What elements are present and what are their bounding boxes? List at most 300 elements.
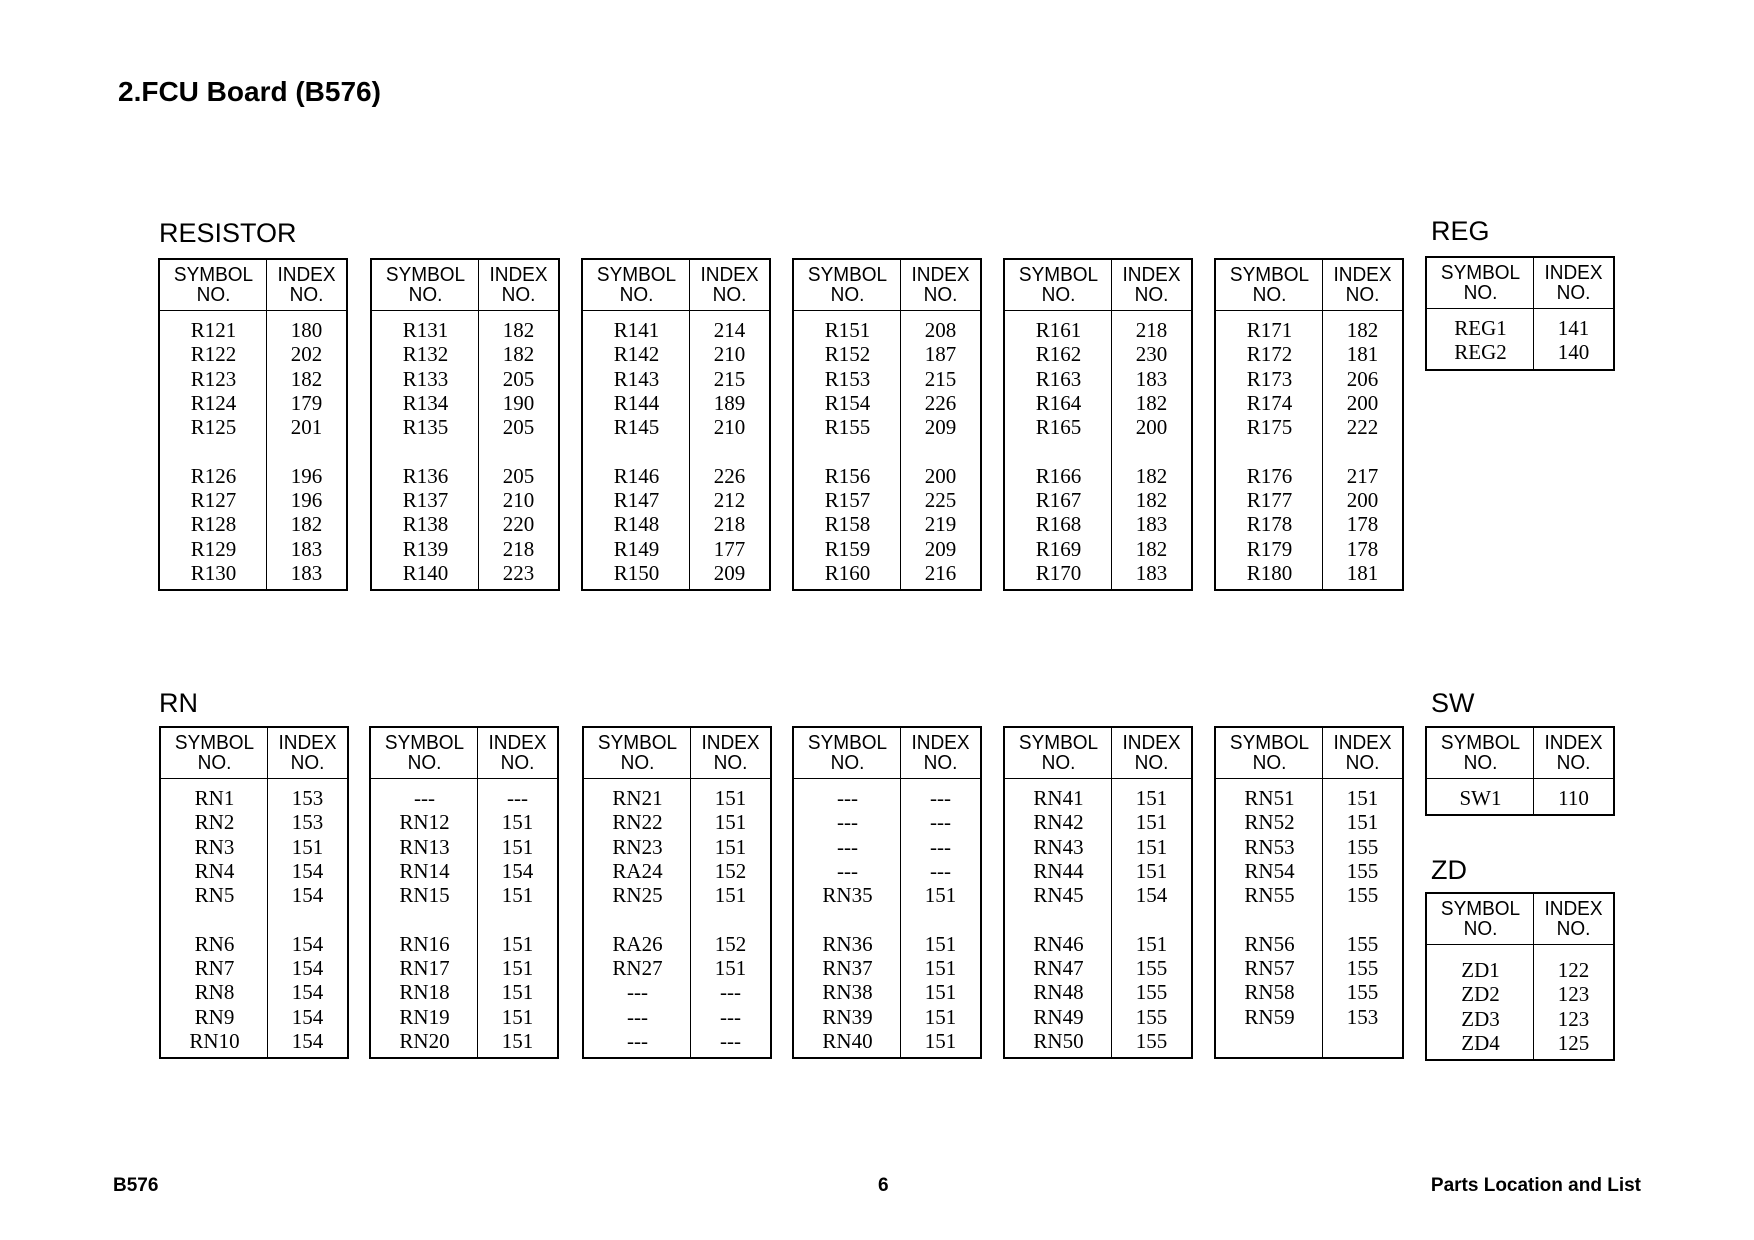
parts-table-rn-5 bbox=[1003, 726, 1193, 1059]
index-cell: 205 bbox=[502, 463, 535, 488]
symbol-no-header-line1: SYMBOL bbox=[384, 732, 465, 754]
index-cell: 151 bbox=[1135, 810, 1168, 835]
index-cell: 209 bbox=[924, 536, 957, 561]
symbol-cell: RN18 bbox=[399, 980, 450, 1005]
index-cell: 155 bbox=[1135, 956, 1168, 981]
index-column bbox=[691, 779, 770, 1057]
index-cell: 200 bbox=[924, 463, 957, 488]
index-cell: 155 bbox=[1346, 883, 1379, 908]
symbol-no-header bbox=[1430, 728, 1532, 778]
symbol-cell: RN53 bbox=[1244, 834, 1295, 859]
index-cell: 151 bbox=[501, 931, 534, 956]
index-cell: 155 bbox=[1346, 931, 1379, 956]
symbol-cell: RN17 bbox=[399, 956, 450, 981]
symbol-no-header-line2: NO. bbox=[1463, 918, 1498, 940]
index-cell: 210 bbox=[502, 488, 535, 513]
index-cell: 153 bbox=[291, 786, 324, 810]
index-cell: --- bbox=[930, 858, 951, 883]
symbol-cell: R133 bbox=[402, 366, 449, 391]
table-header bbox=[1427, 894, 1613, 945]
parts-table-resistor-4 bbox=[792, 258, 982, 591]
index-no-header-line2: NO. bbox=[501, 284, 536, 306]
table-body bbox=[1005, 311, 1191, 589]
index-cell: 155 bbox=[1346, 858, 1379, 883]
index-no-header-line2: NO. bbox=[1556, 282, 1591, 304]
index-cell: 215 bbox=[924, 366, 957, 391]
symbol-cell: --- bbox=[627, 1004, 648, 1029]
index-cell: 217 bbox=[1346, 463, 1379, 488]
index-no-header-line1: INDEX bbox=[1333, 264, 1392, 286]
index-no-header-line1: INDEX bbox=[1333, 732, 1392, 754]
symbol-cell: ZD4 bbox=[1461, 1030, 1500, 1055]
symbol-cell: R130 bbox=[190, 560, 237, 585]
symbol-column bbox=[1427, 309, 1534, 369]
symbol-cell: RN41 bbox=[1033, 786, 1084, 810]
symbol-no-header-line2: NO. bbox=[830, 284, 865, 306]
symbol-no-header bbox=[587, 728, 689, 778]
index-cell: 154 bbox=[501, 858, 534, 883]
symbol-column bbox=[161, 779, 268, 1057]
index-cell: 208 bbox=[924, 318, 957, 342]
symbol-column bbox=[1427, 779, 1534, 814]
index-cell: 223 bbox=[502, 560, 535, 585]
index-cell: 205 bbox=[502, 366, 535, 391]
index-cell: --- bbox=[720, 1028, 741, 1053]
index-no-header-line1: INDEX bbox=[278, 732, 337, 754]
table-body bbox=[1427, 309, 1613, 369]
symbol-cell: RA26 bbox=[612, 931, 663, 956]
symbol-cell: --- bbox=[627, 980, 648, 1005]
symbol-cell: R128 bbox=[190, 512, 237, 537]
symbol-cell: R180 bbox=[1246, 560, 1293, 585]
symbol-cell: RN47 bbox=[1033, 956, 1084, 981]
table-header bbox=[161, 728, 347, 779]
symbol-cell: RN46 bbox=[1033, 931, 1084, 956]
index-no-header bbox=[269, 260, 344, 310]
symbol-cell: R170 bbox=[1035, 560, 1082, 585]
symbol-cell: RN39 bbox=[822, 1004, 873, 1029]
symbol-cell: R127 bbox=[190, 488, 237, 513]
index-column bbox=[1112, 311, 1191, 589]
index-cell: 151 bbox=[1135, 786, 1168, 810]
symbol-cell: R126 bbox=[190, 463, 237, 488]
index-cell: 226 bbox=[924, 390, 957, 415]
symbol-no-header-line1: SYMBOL bbox=[1018, 732, 1099, 754]
index-no-header-line1: INDEX bbox=[1122, 732, 1181, 754]
index-cell: --- bbox=[930, 810, 951, 835]
index-no-header bbox=[903, 260, 978, 310]
symbol-cell: R167 bbox=[1035, 488, 1082, 513]
index-no-header bbox=[1536, 258, 1611, 308]
table-header bbox=[584, 728, 770, 779]
index-cell: 155 bbox=[1346, 956, 1379, 981]
symbol-cell: RN38 bbox=[822, 980, 873, 1005]
symbol-cell: R166 bbox=[1035, 463, 1082, 488]
symbol-no-header bbox=[1219, 728, 1321, 778]
symbol-no-header-line1: SYMBOL bbox=[173, 264, 254, 286]
index-no-header-line2: NO. bbox=[1345, 752, 1380, 774]
symbol-cell: R138 bbox=[402, 512, 449, 537]
symbol-cell: RN21 bbox=[612, 786, 663, 810]
symbol-no-header-line1: SYMBOL bbox=[807, 264, 888, 286]
index-no-header bbox=[1325, 260, 1400, 310]
parts-table-reg-1 bbox=[1425, 256, 1615, 371]
symbol-cell: RN10 bbox=[189, 1028, 240, 1053]
index-cell: 179 bbox=[290, 390, 323, 415]
symbol-cell: R140 bbox=[402, 560, 449, 585]
symbol-cell: R173 bbox=[1246, 366, 1293, 391]
symbol-cell: ZD2 bbox=[1461, 982, 1500, 1007]
symbol-cell: R160 bbox=[824, 560, 871, 585]
symbol-cell: RN55 bbox=[1244, 883, 1295, 908]
symbol-no-header-line2: NO. bbox=[1252, 284, 1287, 306]
index-cell: 218 bbox=[1135, 318, 1168, 342]
table-body bbox=[372, 311, 558, 589]
index-cell: 200 bbox=[1346, 390, 1379, 415]
table-body bbox=[1427, 779, 1613, 814]
symbol-column bbox=[794, 779, 901, 1057]
symbol-cell: R176 bbox=[1246, 463, 1293, 488]
symbol-cell: RN15 bbox=[399, 883, 450, 908]
symbol-cell: RN20 bbox=[399, 1028, 450, 1053]
parts-table-resistor-1 bbox=[158, 258, 348, 591]
symbol-cell: R157 bbox=[824, 488, 871, 513]
index-cell: 209 bbox=[713, 560, 746, 585]
index-column bbox=[267, 311, 346, 589]
index-no-header-line1: INDEX bbox=[701, 732, 760, 754]
symbol-cell: RN23 bbox=[612, 834, 663, 859]
symbol-no-header-line1: SYMBOL bbox=[597, 732, 678, 754]
symbol-cell: ZD1 bbox=[1461, 958, 1500, 982]
symbol-cell: R151 bbox=[824, 318, 871, 342]
symbol-cell: R158 bbox=[824, 512, 871, 537]
index-cell: 151 bbox=[1135, 834, 1168, 859]
index-cell: 177 bbox=[713, 536, 746, 561]
symbol-cell: RN54 bbox=[1244, 858, 1295, 883]
index-cell: 226 bbox=[713, 463, 746, 488]
symbol-cell: RN56 bbox=[1244, 931, 1295, 956]
index-no-header bbox=[1325, 728, 1400, 778]
table-header bbox=[1216, 728, 1402, 779]
symbol-no-header-line1: SYMBOL bbox=[1440, 732, 1521, 754]
index-cell: 151 bbox=[924, 1028, 957, 1053]
index-cell: 123 bbox=[1557, 982, 1590, 1007]
symbol-no-header-line2: NO. bbox=[619, 284, 654, 306]
index-no-header bbox=[1114, 728, 1189, 778]
parts-table-sw-1 bbox=[1425, 726, 1615, 816]
index-column bbox=[901, 311, 980, 589]
index-no-header bbox=[692, 260, 767, 310]
symbol-no-header-line1: SYMBOL bbox=[1440, 898, 1521, 920]
index-cell: 151 bbox=[924, 956, 957, 981]
index-cell: 209 bbox=[924, 415, 957, 440]
symbol-cell: R146 bbox=[613, 463, 660, 488]
table-body bbox=[583, 311, 769, 589]
parts-table-resistor-5 bbox=[1003, 258, 1193, 591]
index-cell: 151 bbox=[1135, 858, 1168, 883]
index-cell: 125 bbox=[1557, 1030, 1590, 1055]
symbol-cell: RN42 bbox=[1033, 810, 1084, 835]
table-body bbox=[794, 779, 980, 1057]
index-no-header-line2: NO. bbox=[500, 752, 535, 774]
symbol-cell: R149 bbox=[613, 536, 660, 561]
symbol-cell: R161 bbox=[1035, 318, 1082, 342]
index-cell: 152 bbox=[714, 931, 747, 956]
symbol-no-header-line2: NO. bbox=[1463, 282, 1498, 304]
index-no-header bbox=[481, 260, 556, 310]
index-cell: 205 bbox=[502, 415, 535, 440]
index-cell: --- bbox=[930, 786, 951, 810]
symbol-cell: RN4 bbox=[194, 858, 235, 883]
index-cell: 200 bbox=[1135, 415, 1168, 440]
index-cell: 182 bbox=[290, 366, 323, 391]
symbol-cell: RN8 bbox=[194, 980, 235, 1005]
index-no-header-line1: INDEX bbox=[911, 732, 970, 754]
symbol-cell: RN48 bbox=[1033, 980, 1084, 1005]
table-header bbox=[1427, 728, 1613, 779]
symbol-cell: RN45 bbox=[1033, 883, 1084, 908]
table-header bbox=[1216, 260, 1402, 311]
symbol-no-header bbox=[375, 260, 477, 310]
index-cell: 178 bbox=[1346, 536, 1379, 561]
symbol-cell: RN50 bbox=[1033, 1028, 1084, 1053]
index-cell: 222 bbox=[1346, 415, 1379, 440]
symbol-cell: R164 bbox=[1035, 390, 1082, 415]
index-column bbox=[1323, 779, 1402, 1057]
symbol-no-header-line1: SYMBOL bbox=[1229, 732, 1310, 754]
section-label-reg: REG bbox=[1431, 216, 1490, 246]
index-cell: 151 bbox=[924, 1004, 957, 1029]
index-cell: 225 bbox=[924, 488, 957, 513]
index-cell: --- bbox=[930, 834, 951, 859]
symbol-cell: R144 bbox=[613, 390, 660, 415]
section-label-resistor: RESISTOR bbox=[159, 218, 297, 248]
index-column bbox=[478, 779, 557, 1057]
symbol-cell: RN35 bbox=[822, 883, 873, 908]
table-header bbox=[583, 260, 769, 311]
symbol-cell: RN37 bbox=[822, 956, 873, 981]
table-body bbox=[1005, 779, 1191, 1057]
symbol-column bbox=[160, 311, 267, 589]
index-cell: 140 bbox=[1557, 340, 1590, 365]
index-cell: 182 bbox=[502, 318, 535, 342]
index-cell: 183 bbox=[290, 560, 323, 585]
table-header bbox=[1427, 258, 1613, 309]
symbol-cell: R129 bbox=[190, 536, 237, 561]
symbol-cell: R152 bbox=[824, 342, 871, 367]
symbol-cell: R165 bbox=[1035, 415, 1082, 440]
footer-section-title: Parts Location and List bbox=[1430, 1175, 1641, 1196]
parts-table-zd-1 bbox=[1425, 892, 1615, 1061]
symbol-cell: RN19 bbox=[399, 1004, 450, 1029]
parts-table-rn-3 bbox=[582, 726, 772, 1059]
index-cell: 215 bbox=[713, 366, 746, 391]
index-cell: 183 bbox=[1135, 512, 1168, 537]
index-cell: 151 bbox=[924, 980, 957, 1005]
index-no-header bbox=[270, 728, 345, 778]
symbol-cell: R156 bbox=[824, 463, 871, 488]
symbol-no-header bbox=[1008, 260, 1110, 310]
index-cell: 182 bbox=[290, 512, 323, 537]
symbol-cell: ZD3 bbox=[1461, 1006, 1500, 1031]
index-cell: 178 bbox=[1346, 512, 1379, 537]
index-column bbox=[690, 311, 769, 589]
index-cell: 151 bbox=[501, 980, 534, 1005]
symbol-column bbox=[1427, 945, 1534, 1059]
parts-table-rn-1 bbox=[159, 726, 349, 1059]
symbol-cell: RN44 bbox=[1033, 858, 1084, 883]
symbol-cell: RN49 bbox=[1033, 1004, 1084, 1029]
index-cell: 219 bbox=[924, 512, 957, 537]
symbol-cell: R123 bbox=[190, 366, 237, 391]
section-label-sw: SW bbox=[1431, 688, 1475, 718]
index-no-header bbox=[1536, 728, 1611, 778]
symbol-no-header bbox=[586, 260, 688, 310]
symbol-cell: R141 bbox=[613, 318, 660, 342]
symbol-cell: --- bbox=[837, 786, 858, 810]
index-cell: 141 bbox=[1557, 316, 1590, 340]
index-no-header-line2: NO. bbox=[923, 284, 958, 306]
index-no-header-line1: INDEX bbox=[700, 264, 759, 286]
symbol-cell: RN43 bbox=[1033, 834, 1084, 859]
symbol-cell: R162 bbox=[1035, 342, 1082, 367]
symbol-cell: R171 bbox=[1246, 318, 1293, 342]
symbol-cell: R150 bbox=[613, 560, 660, 585]
symbol-cell: RN57 bbox=[1244, 956, 1295, 981]
index-cell: 154 bbox=[291, 1028, 324, 1053]
index-no-header-line2: NO. bbox=[1134, 284, 1169, 306]
symbol-cell: RN40 bbox=[822, 1028, 873, 1053]
index-column bbox=[901, 779, 980, 1057]
index-no-header-line1: INDEX bbox=[277, 264, 336, 286]
symbol-cell: R145 bbox=[613, 415, 660, 440]
symbol-cell: R135 bbox=[402, 415, 449, 440]
symbol-cell: R155 bbox=[824, 415, 871, 440]
index-cell: 155 bbox=[1346, 834, 1379, 859]
symbol-cell: --- bbox=[627, 1028, 648, 1053]
symbol-cell: R124 bbox=[190, 390, 237, 415]
symbol-cell: R136 bbox=[402, 463, 449, 488]
symbol-column bbox=[371, 779, 478, 1057]
index-cell: 151 bbox=[714, 883, 747, 908]
symbol-cell: R147 bbox=[613, 488, 660, 513]
index-cell: 182 bbox=[1135, 488, 1168, 513]
index-cell: 151 bbox=[714, 956, 747, 981]
index-cell: 151 bbox=[1135, 931, 1168, 956]
index-cell: 151 bbox=[501, 834, 534, 859]
symbol-cell: R174 bbox=[1246, 390, 1293, 415]
table-header bbox=[794, 728, 980, 779]
index-cell: 151 bbox=[924, 883, 957, 908]
symbol-cell: R154 bbox=[824, 390, 871, 415]
table-body bbox=[160, 311, 346, 589]
index-cell: 154 bbox=[291, 980, 324, 1005]
section-label-zd: ZD bbox=[1431, 855, 1467, 885]
symbol-no-header-line2: NO. bbox=[1041, 752, 1076, 774]
index-cell: 200 bbox=[1346, 488, 1379, 513]
index-no-header-line2: NO. bbox=[1556, 918, 1591, 940]
symbol-cell: R159 bbox=[824, 536, 871, 561]
symbol-no-header-line2: NO. bbox=[1041, 284, 1076, 306]
symbol-no-header-line2: NO. bbox=[830, 752, 865, 774]
symbol-cell: RN36 bbox=[822, 931, 873, 956]
symbol-column bbox=[1005, 311, 1112, 589]
index-cell: 189 bbox=[713, 390, 746, 415]
symbol-column bbox=[583, 311, 690, 589]
symbol-no-header-line2: NO. bbox=[1463, 752, 1498, 774]
table-header bbox=[1005, 260, 1191, 311]
symbol-no-header-line2: NO. bbox=[620, 752, 655, 774]
index-cell: 196 bbox=[290, 463, 323, 488]
symbol-cell: RN51 bbox=[1244, 786, 1295, 810]
index-no-header-line2: NO. bbox=[923, 752, 958, 774]
index-cell: 183 bbox=[1135, 366, 1168, 391]
index-cell: 202 bbox=[290, 342, 323, 367]
index-no-header-line1: INDEX bbox=[911, 264, 970, 286]
table-body bbox=[1216, 311, 1402, 589]
symbol-cell: R175 bbox=[1246, 415, 1293, 440]
symbol-cell: R168 bbox=[1035, 512, 1082, 537]
symbol-cell: REG2 bbox=[1454, 340, 1507, 365]
index-cell: 154 bbox=[291, 931, 324, 956]
symbol-no-header bbox=[1430, 258, 1532, 308]
section-label-rn: RN bbox=[159, 688, 198, 718]
symbol-cell: R142 bbox=[613, 342, 660, 367]
table-body bbox=[1216, 779, 1402, 1057]
symbol-cell: R148 bbox=[613, 512, 660, 537]
symbol-column bbox=[794, 311, 901, 589]
symbol-no-header-line1: SYMBOL bbox=[1018, 264, 1099, 286]
index-no-header-line1: INDEX bbox=[1544, 262, 1603, 284]
index-cell: 151 bbox=[714, 810, 747, 835]
symbol-cell: SW1 bbox=[1459, 786, 1502, 810]
index-no-header-line2: NO. bbox=[713, 752, 748, 774]
symbol-cell: R143 bbox=[613, 366, 660, 391]
parts-table-rn-6 bbox=[1214, 726, 1404, 1059]
index-cell: 181 bbox=[1346, 342, 1379, 367]
index-no-header-line1: INDEX bbox=[1122, 264, 1181, 286]
symbol-cell: R121 bbox=[190, 318, 237, 342]
index-cell: 183 bbox=[290, 536, 323, 561]
index-cell: 182 bbox=[502, 342, 535, 367]
index-cell: 182 bbox=[1346, 318, 1379, 342]
symbol-no-header bbox=[1219, 260, 1321, 310]
symbol-cell: R169 bbox=[1035, 536, 1082, 561]
symbol-cell: R134 bbox=[402, 390, 449, 415]
index-cell: 151 bbox=[291, 834, 324, 859]
symbol-cell: R153 bbox=[824, 366, 871, 391]
table-body bbox=[1427, 945, 1613, 1059]
symbol-no-header-line1: SYMBOL bbox=[1440, 262, 1521, 284]
index-cell: 155 bbox=[1346, 980, 1379, 1005]
symbol-cell: RN9 bbox=[194, 1004, 235, 1029]
symbol-no-header bbox=[797, 728, 899, 778]
index-cell: 153 bbox=[1346, 1004, 1379, 1029]
table-header bbox=[794, 260, 980, 311]
symbol-cell: --- bbox=[837, 858, 858, 883]
table-body bbox=[584, 779, 770, 1057]
symbol-cell: RN12 bbox=[399, 810, 450, 835]
index-cell: 216 bbox=[924, 560, 957, 585]
index-no-header-line2: NO. bbox=[290, 752, 325, 774]
page-title: 2.FCU Board (B576) bbox=[118, 76, 381, 107]
index-cell: 154 bbox=[291, 858, 324, 883]
table-body bbox=[794, 311, 980, 589]
index-cell: 210 bbox=[713, 415, 746, 440]
symbol-no-header-line2: NO. bbox=[1252, 752, 1287, 774]
index-column bbox=[1534, 779, 1613, 814]
symbol-no-header-line1: SYMBOL bbox=[807, 732, 888, 754]
